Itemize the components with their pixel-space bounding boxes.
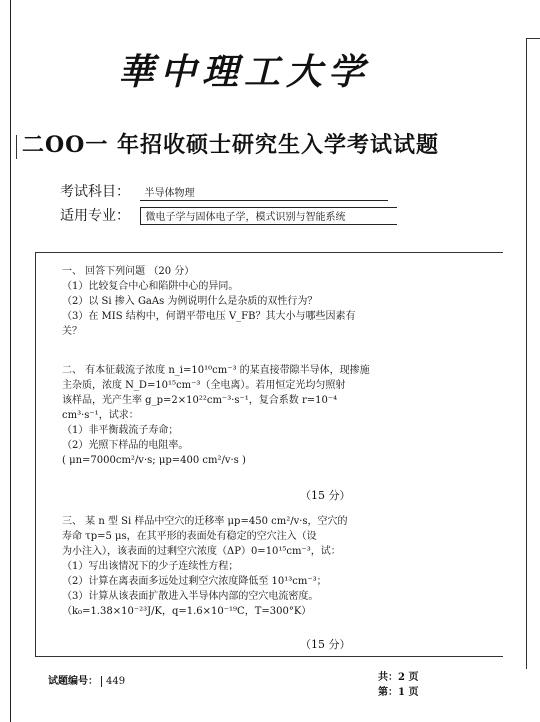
question-line: 一、 回答下列问题 （20 分） bbox=[62, 266, 195, 277]
question-2 bbox=[62, 363, 370, 468]
major-row bbox=[60, 205, 397, 225]
question-line: 寿命 τp=5 μs，在其平形的表面处有稳定的空穴注入（设 bbox=[62, 531, 317, 542]
major-value: 微电子学与固体电子学，模式识别与智能系统 bbox=[140, 207, 397, 225]
university-name: 華中理工大学 bbox=[118, 51, 371, 93]
question-3-score: （15 分） bbox=[300, 638, 351, 651]
current-page: 第：1 页 bbox=[378, 687, 419, 698]
question-2-score: （15 分） bbox=[300, 489, 351, 502]
question-line: （2）以 Si 掺入 GaAs 为例说明什么是杂质的双性行为？ bbox=[62, 296, 318, 307]
question-line: 三、 某 n 型 Si 样品中空穴的迁移率 μp=450 cm²/v·s，空穴的 bbox=[62, 516, 348, 527]
question-line: ( μn=7000cm²/v·s; μp=400 cm²/v·s ) bbox=[62, 455, 246, 466]
question-line: （1）比较复合中心和陷阱中心的异同。 bbox=[62, 281, 239, 292]
question-line: （3）计算从该表面扩散进入半导体内部的空穴电流密度。 bbox=[62, 591, 319, 602]
subject-label: 考试科目： bbox=[60, 184, 130, 200]
subject-row bbox=[60, 181, 388, 201]
question-line: （2）计算在离表面多远处过剩空穴浓度降低至 10¹³cm⁻³； bbox=[62, 576, 327, 587]
margin-tick bbox=[0, 135, 17, 159]
question-line: 该样品，光产生率 g_p=2×10²²cm⁻³·s⁻¹，复合系数 r=10⁻⁴ bbox=[62, 395, 338, 406]
total-pages: 共：2 页 bbox=[378, 672, 419, 683]
question-3 bbox=[62, 514, 348, 619]
question-line: （2）光照下样品的电阻率。 bbox=[62, 440, 189, 451]
page-counter bbox=[378, 670, 418, 700]
exam-code-label: 试题编号： bbox=[48, 676, 98, 687]
question-line: cm³·s⁻¹，试求： bbox=[62, 410, 139, 421]
question-line: 二、 有本征载流子浓度 n_i=10¹⁰cm⁻³ 的某直接带隙半导体，现掺施 bbox=[62, 365, 370, 376]
question-line: 为小注入），该表面的过剩空穴浓度（ΔP）0=10¹⁵cm⁻³，试： bbox=[62, 546, 341, 557]
question-line: （1）写出该情况下的少子连续性方程； bbox=[62, 561, 239, 572]
questions-bottom-rule bbox=[35, 656, 503, 657]
exam-code-value: 449 bbox=[101, 676, 125, 687]
question-1 bbox=[62, 264, 355, 339]
question-line: （3）在 MIS 结构中，何谓平带电压 V_FB？其大小与哪些因素有 bbox=[62, 311, 356, 322]
subject-value: 半导体物理 bbox=[140, 184, 388, 201]
question-line: 主杂质，浓度 N_D=10¹⁵cm⁻³（全电离）。若用恒定光均匀照射 bbox=[62, 380, 346, 391]
exam-title: 二OO一 年招收硕士研究生入学考试试题 bbox=[22, 132, 439, 158]
question-line: （1）非平衡载流子寿命； bbox=[62, 425, 179, 436]
binding-margin bbox=[526, 38, 540, 669]
exam-code bbox=[48, 672, 125, 687]
question-line: （k₀=1.38×10⁻²³J/K，q=1.6×10⁻¹⁹C，T=300°K） bbox=[62, 606, 312, 617]
question-line: 关？ bbox=[62, 326, 82, 337]
page-left-border bbox=[10, 0, 11, 722]
major-label: 适用专业： bbox=[60, 208, 130, 224]
